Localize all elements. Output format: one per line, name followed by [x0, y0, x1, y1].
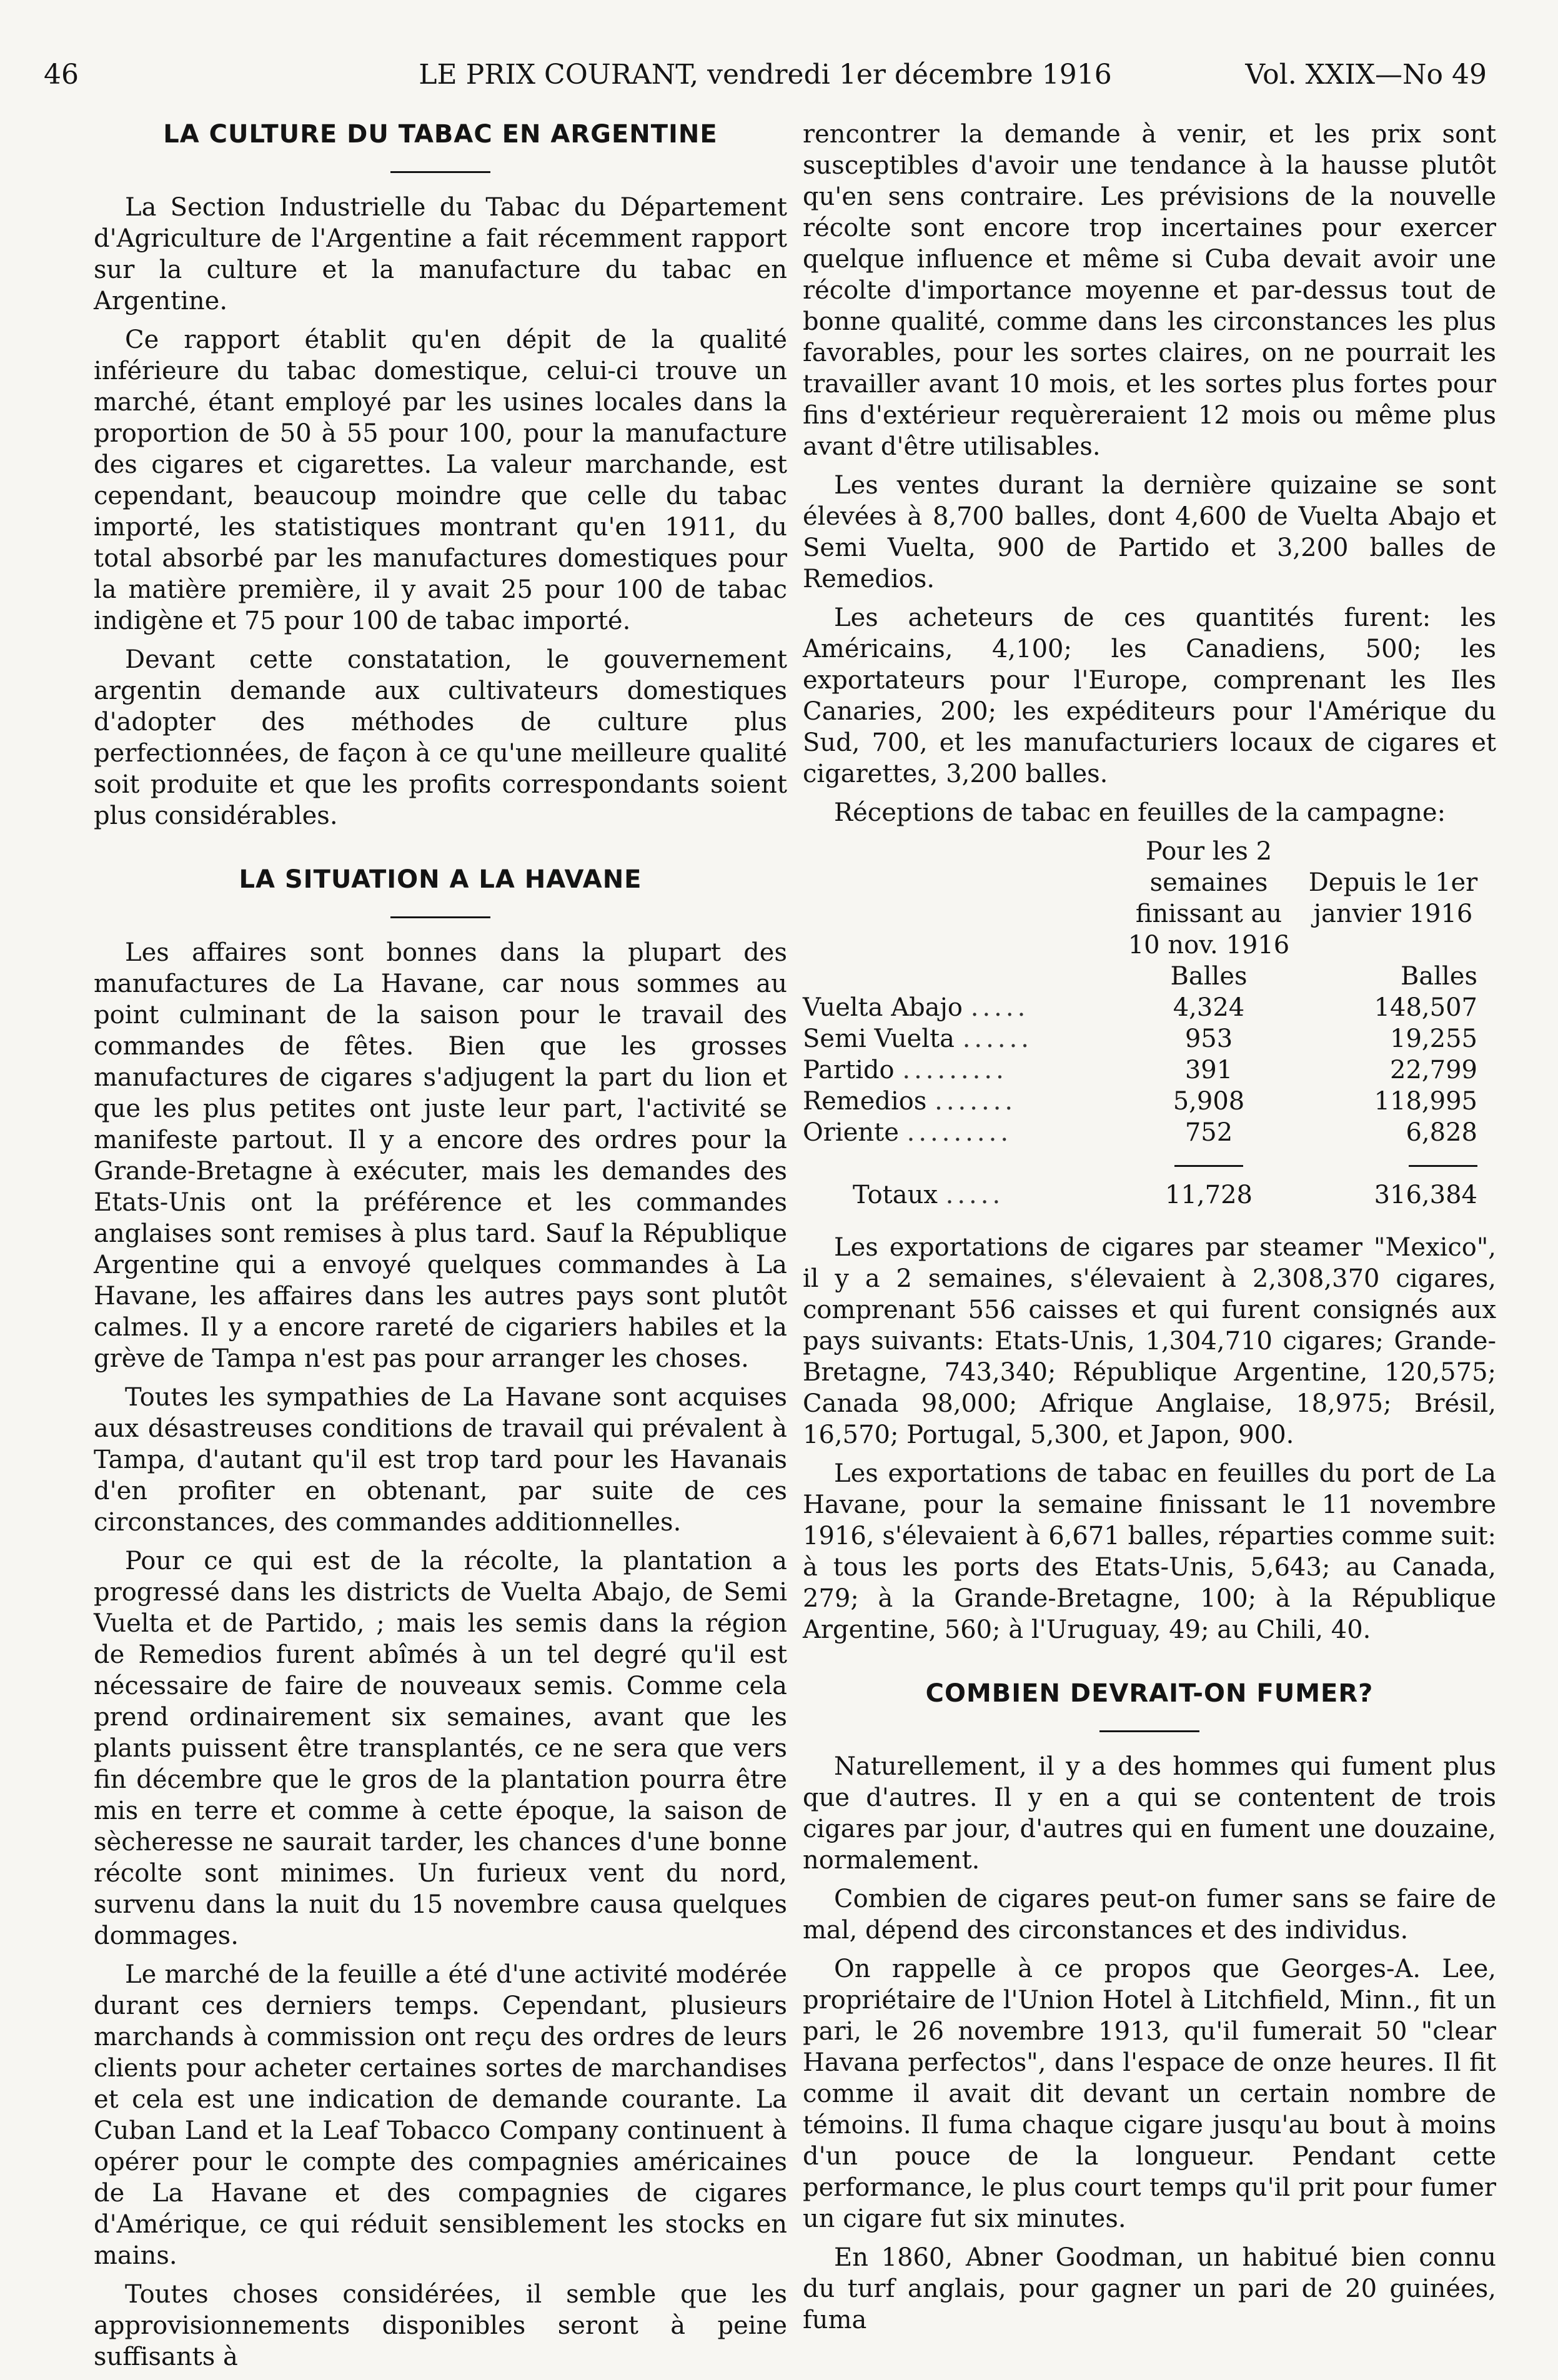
row-value-2weeks: 752	[1184, 1118, 1233, 1147]
row-value-ytd: 19,255	[1390, 1024, 1477, 1053]
page-header	[44, 59, 1487, 102]
row-value-ytd: 148,507	[1374, 993, 1477, 1022]
paragraph: Devant cette constatation, le gouvernement argentin demande aux cultivateurs domestiques d'adopter des méthodes de culture plus perfectionnées, de façon à ce qu'une meilleure qualité soit produite et que les profits correspondants soient plus considérables.	[94, 645, 787, 830]
paragraph: Les ventes durant la dernière quizaine se sont élevées à 8,700 balles, dont 4,600 de Vuelta Abajo et Semi Vuelta, 900 de Partido et 3,200 balles de Remedios.	[803, 471, 1496, 593]
paragraph: On rappelle à ce propos que Georges-A. Lee, propriétaire de l'Union Hotel à Litchfield, Minn., fit un pari, le 26 novembre 1913, qu'il fumerait 50 "clear Havana perfectos", dans l'espace de onze heures. Il fit comme il avait dit devant un certain nombre de témoins. Il fuma chaque cigare jusqu'au bout à moins d'un pouce de la longueur. Pendant cette performance, le plus court temps qu'il prit pour fumer un cigare fut six minutes.	[803, 1955, 1496, 2233]
total-2weeks: 11,728	[1165, 1181, 1253, 1209]
total-ytd: 316,384	[1374, 1181, 1477, 1209]
left-column	[94, 119, 787, 2380]
table-row: Semi Vuelta ...... 953 19,255	[803, 1023, 1496, 1054]
sum-rule	[1409, 1165, 1477, 1167]
paragraph: Pour ce qui est de la récolte, la plantation a progressé dans les districts de Vuelta Abajo, de Semi Vuelta et de Partido, ; mais les semis dans la région de Remedios furent abîmés à un tel degré qu'il est nécessaire de faire de nouveaux semis. Comme cela prend ordinairement six semaines, avant que les plants puissent être transplantés, ce ne sera que vers fin décembre que le gros de la plantation pourra être mis en terre et comme à cette époque, la saison de sècheresse ne saurait tarder, les chances d'une bonne récolte sont minimes. Un furieux vent du nord, survenu dans la nuit du 15 novembre causa quelques dommages.	[94, 1547, 787, 1950]
right-column	[803, 119, 1496, 2343]
paragraph: Toutes les sympathies de La Havane sont acquises aux désastreuses conditions de travail qui prévalent à Tampa, d'autant qu'il est trop tard pour les Havanais d'en profiter en obtenant, par suite de ces circonstances, des commandes additionnelles.	[94, 1383, 787, 1537]
article-title-culture-tabac: LA CULTURE DU TABAC EN ARGENTINE	[163, 120, 718, 149]
table-row: Vuelta Abajo ..... 4,324 148,507	[803, 992, 1496, 1023]
paragraph: Les exportations de tabac en feuilles du port de La Havane, pour la semaine finissant le 11 novembre 1916, s'élevaient à 6,671 balles, réparties comme suit: à tous les ports des Etats-Unis, 5,643; au Canada, 279; à la Grande-Bretagne, 100; à la République Argentine, 560; à l'Uruguay, 49; au Chili, 40.	[803, 1459, 1496, 1644]
article-title-combien-fumer: COMBIEN DEVRAIT-ON FUMER?	[925, 1679, 1374, 1708]
sum-rule	[1174, 1165, 1243, 1167]
paragraph: rencontrer la demande à venir, et les prix sont susceptibles d'avoir une tendance à la hausse plutôt qu'en sens contraire. Les prévisions de la nouvelle récolte sont encore trop incertaines pour exercer quelque influence et même si Cuba devait avoir une récolte d'importance moyenne et par-dessus tout de bonne qualité, comme dans les circonstances les plus favorables, pour les sortes claires, on ne pourrait les travailler avant 10 mois, et les sortes plus fortes pour fins d'extérieur requèreraient 12 mois ou même plus avant d'être utilisables.	[803, 120, 1496, 461]
total-label: Totaux	[853, 1181, 938, 1209]
row-value-2weeks: 953	[1184, 1024, 1233, 1053]
row-value-2weeks: 4,324	[1173, 993, 1245, 1022]
row-name: Vuelta Abajo	[803, 993, 963, 1022]
paragraph: Réceptions de tabac en feuilles de la campagne:	[834, 798, 1446, 827]
table-row: Partido ......... 391 22,799	[803, 1054, 1496, 1086]
paragraph: En 1860, Abner Goodman, un habitué bien connu du turf anglais, pour gagner un pari de 20 guinées, fuma	[803, 2243, 1496, 2334]
table-row: Oriente ......... 752 6,828	[803, 1117, 1496, 1148]
receptions-table	[803, 836, 1496, 1211]
table-rule-row	[803, 1148, 1496, 1179]
volume-number: Vol. XXIX—No 49	[1245, 59, 1487, 91]
paragraph: Naturellement, il y a des hommes qui fument plus que d'autres. Il y en a qui se contentent de trois cigares par jour, d'autres qui en fument une douzaine, normalement.	[803, 1752, 1496, 1875]
row-value-2weeks: 391	[1184, 1056, 1233, 1084]
row-value-ytd: 22,799	[1390, 1056, 1477, 1084]
paragraph: Les exportations de cigares par steamer "Mexico", il y a 2 semaines, s'élevaient à 2,308,370 cigares, comprenant 556 caisses et qui furent consignés aux pays suivants: Etats-Unis, 1,304,710 cigares; Grande-Bretagne, 743,340; République Argentine, 120,575; Canada 98,000; Afrique Anglaise, 18,975; Brésil, 16,570; Portugal, 5,300, et Japon, 900.	[803, 1233, 1496, 1449]
page-number: 46	[44, 59, 79, 91]
row-value-ytd: 6,828	[1406, 1118, 1477, 1147]
row-name: Partido	[803, 1056, 895, 1084]
row-name: Oriente	[803, 1118, 899, 1147]
paragraph: Les affaires sont bonnes dans la plupart des manufactures de La Havane, car nous sommes au point culminant de la saison pour le travail des commandes de fêtes. Bien que les grosses manufactures de cigares s'adjugent la part du lion et que les plus petites ont juste leur part, l'activité se manifeste partout. Il y a encore des ordres pour la Grande-Bretagne à exécuter, mais les demandes des Etats-Unis ont la préférence et les commandes anglaises sont remises à plus tard. Sauf la République Argentine qui a envoyé quelques commandes à La Havane, les affaires dans les autres pays sont plutôt calmes. Il y a encore rareté de cigariers habiles et la grève de Tampa n'est pas pour arranger les choses.	[94, 938, 787, 1373]
title-rule	[390, 171, 490, 173]
title-rule	[390, 916, 490, 918]
table-col2-header: Depuis le 1er janvier 1916	[1308, 868, 1478, 928]
row-name: Semi Vuelta	[803, 1024, 955, 1053]
table-unit2: Balles	[1400, 962, 1477, 991]
row-value-ytd: 118,995	[1374, 1087, 1477, 1116]
paragraph: Le marché de la feuille a été d'une activité modérée durant ces derniers temps. Cependant, plusieurs marchands à commission ont reçu des ordres de leurs clients pour acheter certaines sortes de marchandises et cela est une indication de demande courante. La Cuban Land et la Leaf Tobacco Company continuent à opérer pour le compte des compagnies américaines de La Havane et des compagnies de cigares d'Amérique, ce qui réduit sensiblement les stocks en mains.	[94, 1960, 787, 2270]
paragraph: Ce rapport établit qu'en dépit de la qualité inférieure du tabac domestique, celui-ci trouve un marché, étant employé par les usines locales dans la proportion de 50 à 55 pour 100, pour la manufacture des cigares et cigarettes. La valeur marchande, est cependant, beaucoup moindre que celle du tabac importé, les statistiques montrant qu'en 1911, du total absorbé par les manufactures domestiques pour la matière première, il y avait 25 pour 100 de tabac indigène et 75 pour 100 de tabac importé.	[94, 325, 787, 635]
paragraph: Toutes choses considérées, il semble que les approvisionnements disponibles seront à peine suffisants à	[94, 2280, 787, 2371]
table-unit-row	[803, 961, 1496, 992]
paragraph: Les acheteurs de ces quantités furent: les Américains, 4,100; les Canadiens, 500; les exportateurs pour l'Europe, comprenant les Iles Canaries, 200; les expéditeurs pour l'Amérique du Sud, 700, et les manufacturiers locaux de cigares et cigarettes, 3,200 balles.	[803, 603, 1496, 788]
paragraph: La Section Industrielle du Tabac du Département d'Agriculture de l'Argentine a fait récemment rapport sur la culture et la manufacture du tabac en Argentine.	[94, 193, 787, 315]
table-col1-header: Pour les 2 semaines finissant au 10 nov. 1916	[1128, 837, 1290, 959]
table-unit1: Balles	[1170, 962, 1248, 991]
paragraph: Combien de cigares peut-on fumer sans se faire de mal, dépend des circonstances et des individus.	[803, 1885, 1496, 1945]
row-name: Remedios	[803, 1087, 927, 1116]
title-rule	[1099, 1730, 1199, 1732]
table-total-row: Totaux ..... 11,728 316,384	[803, 1179, 1496, 1211]
row-value-2weeks: 5,908	[1173, 1087, 1245, 1116]
running-title: LE PRIX COURANT, vendredi 1er décembre 1916	[419, 59, 1112, 91]
table-header-row	[803, 836, 1496, 961]
table-row: Remedios ....... 5,908 118,995	[803, 1086, 1496, 1117]
article-title-situation-havane: LA SITUATION A LA HAVANE	[239, 865, 642, 894]
